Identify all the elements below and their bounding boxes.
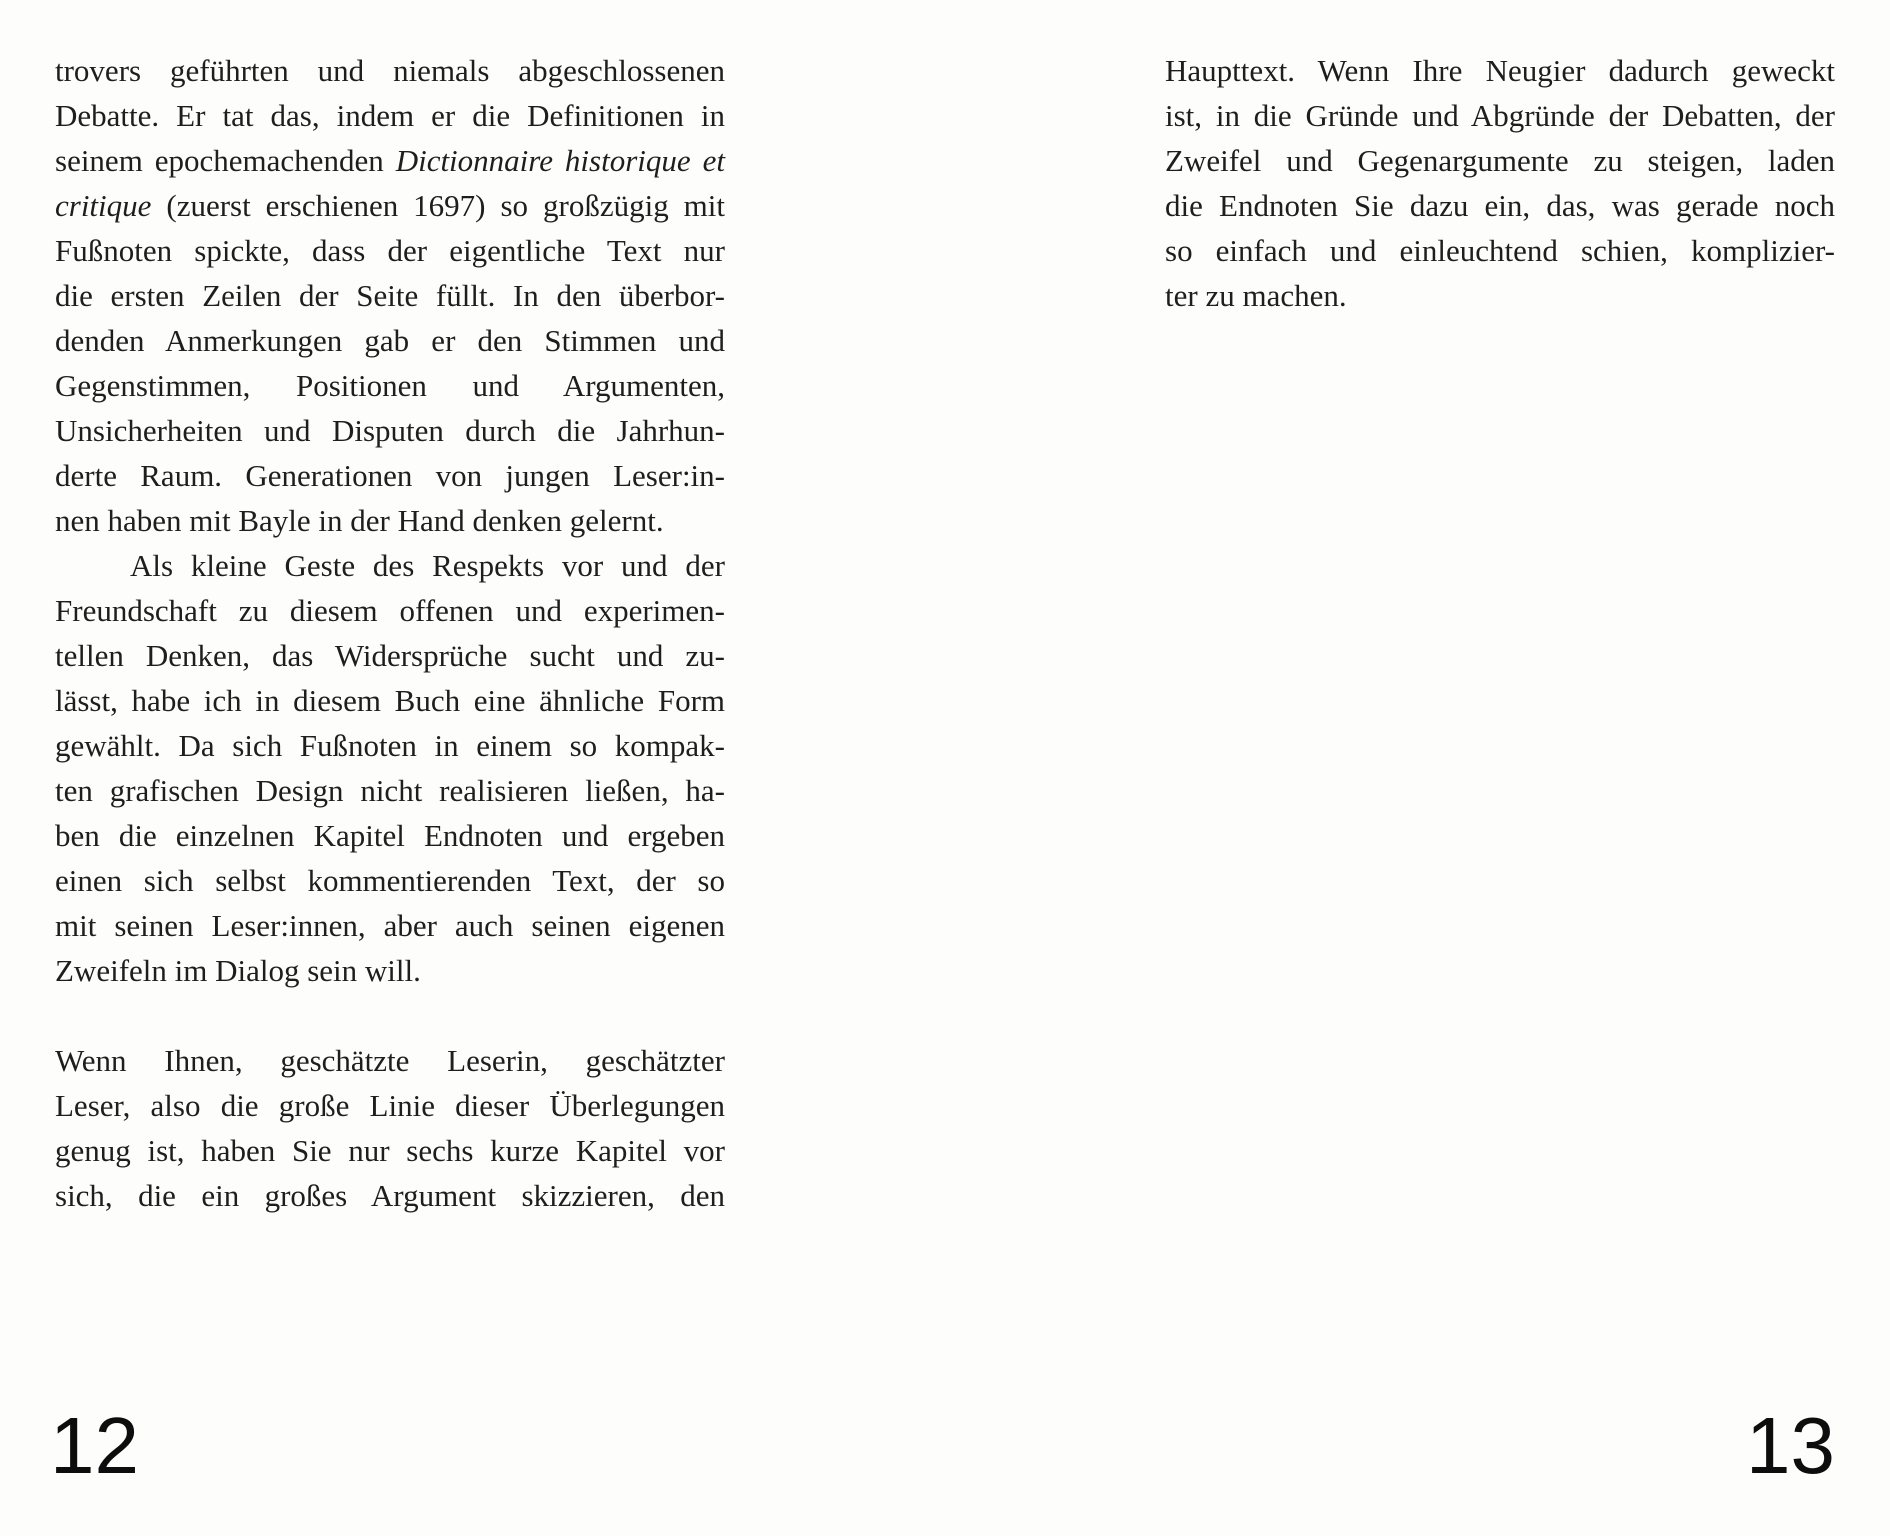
text-segment: genug ist, haben Sie nur sechs kurze Kapitel vor <box>55 1133 725 1168</box>
text-segment: die ersten Zeilen der Seite füllt. In den überbor- <box>55 278 725 313</box>
text-line <box>1165 183 1835 228</box>
text-segment: nen haben mit Bayle in der Hand denken gelernt. <box>55 503 664 538</box>
text-segment: Leser, also die große Linie dieser Überlegungen <box>55 1088 725 1123</box>
text-line <box>55 453 725 498</box>
text-segment: tellen Denken, das Widersprüche sucht und zu- <box>55 638 725 673</box>
text-segment: ben die einzelnen Kapitel Endnoten und ergeben <box>55 818 725 853</box>
italic-text-segment: critique <box>55 188 152 223</box>
text-segment: so einfach und einleuchtend schien, komplizier- <box>1165 233 1835 268</box>
text-segment: trovers geführten und niemals abgeschlossenen <box>55 53 725 88</box>
text-segment: Gegenstimmen, Positionen und Argumenten, <box>55 368 725 403</box>
text-line <box>55 903 725 948</box>
right-text-column <box>1165 48 1835 318</box>
paragraph <box>1165 48 1835 318</box>
text-segment: seinem epochemachenden <box>55 143 396 178</box>
text-line <box>55 1038 725 1083</box>
paragraph <box>55 543 725 993</box>
page-right <box>945 0 1890 1536</box>
text-line <box>55 678 725 723</box>
text-line <box>55 813 725 858</box>
text-segment: (zuerst erschienen 1697) so großzügig mit <box>151 188 725 223</box>
text-line <box>1165 138 1835 183</box>
text-line <box>55 138 725 183</box>
text-segment: ten grafischen Design nicht realisieren ließen, ha- <box>55 773 725 808</box>
text-line <box>1165 48 1835 93</box>
text-segment: Als kleine Geste des Respekts vor und der <box>130 548 725 583</box>
text-segment: ter zu machen. <box>1165 278 1347 313</box>
paragraph <box>55 48 725 543</box>
text-line <box>55 183 725 228</box>
text-line <box>55 543 725 588</box>
text-line <box>55 1083 725 1128</box>
text-line <box>55 48 725 93</box>
text-segment: einen sich selbst kommentierenden Text, der so <box>55 863 725 898</box>
text-line <box>55 633 725 678</box>
text-segment: Wenn Ihnen, geschätzte Leserin, geschätzter <box>55 1043 725 1078</box>
text-segment: die Endnoten Sie dazu ein, das, was gerade noch <box>1165 188 1835 223</box>
text-line <box>55 768 725 813</box>
italic-text-segment: Dictionnaire historique et <box>395 143 725 178</box>
text-line <box>1165 273 1835 318</box>
paragraph <box>55 1038 725 1218</box>
text-line <box>55 588 725 633</box>
page-number-left: 12 <box>50 1401 139 1490</box>
text-segment: Debatte. Er tat das, indem er die Definitionen in <box>55 98 725 133</box>
text-line <box>55 723 725 768</box>
text-segment: derte Raum. Generationen von jungen Leser:in- <box>55 458 725 493</box>
text-line <box>55 318 725 363</box>
text-line <box>55 498 725 543</box>
text-line <box>55 228 725 273</box>
text-segment: Fußnoten spickte, dass der eigentliche Text nur <box>55 233 725 268</box>
text-line <box>55 1128 725 1173</box>
text-segment: mit seinen Leser:innen, aber auch seinen eigenen <box>55 908 725 943</box>
text-line <box>55 948 725 993</box>
text-segment: Haupttext. Wenn Ihre Neugier dadurch geweckt <box>1165 53 1835 88</box>
text-line <box>55 408 725 453</box>
text-line <box>55 363 725 408</box>
text-line <box>55 858 725 903</box>
text-segment: Freundschaft zu diesem offenen und experimen- <box>55 593 725 628</box>
text-line <box>1165 228 1835 273</box>
left-text-column <box>55 48 725 1218</box>
text-line <box>55 273 725 318</box>
text-line <box>55 93 725 138</box>
text-segment: Zweifeln im Dialog sein will. <box>55 953 421 988</box>
text-segment: lässt, habe ich in diesem Buch eine ähnliche Form <box>55 683 725 718</box>
text-line <box>1165 93 1835 138</box>
text-segment: denden Anmerkungen gab er den Stimmen und <box>55 323 725 358</box>
text-segment: sich, die ein großes Argument skizzieren, den <box>55 1178 725 1213</box>
text-segment: gewählt. Da sich Fußnoten in einem so kompak- <box>55 728 725 763</box>
text-segment: Zweifel und Gegenargumente zu steigen, laden <box>1165 143 1835 178</box>
text-segment: Unsicherheiten und Disputen durch die Jahrhun- <box>55 413 725 448</box>
page-number-right: 13 <box>1746 1401 1835 1490</box>
text-line <box>55 1173 725 1218</box>
text-segment: ist, in die Gründe und Abgründe der Debatten, der <box>1165 98 1835 133</box>
